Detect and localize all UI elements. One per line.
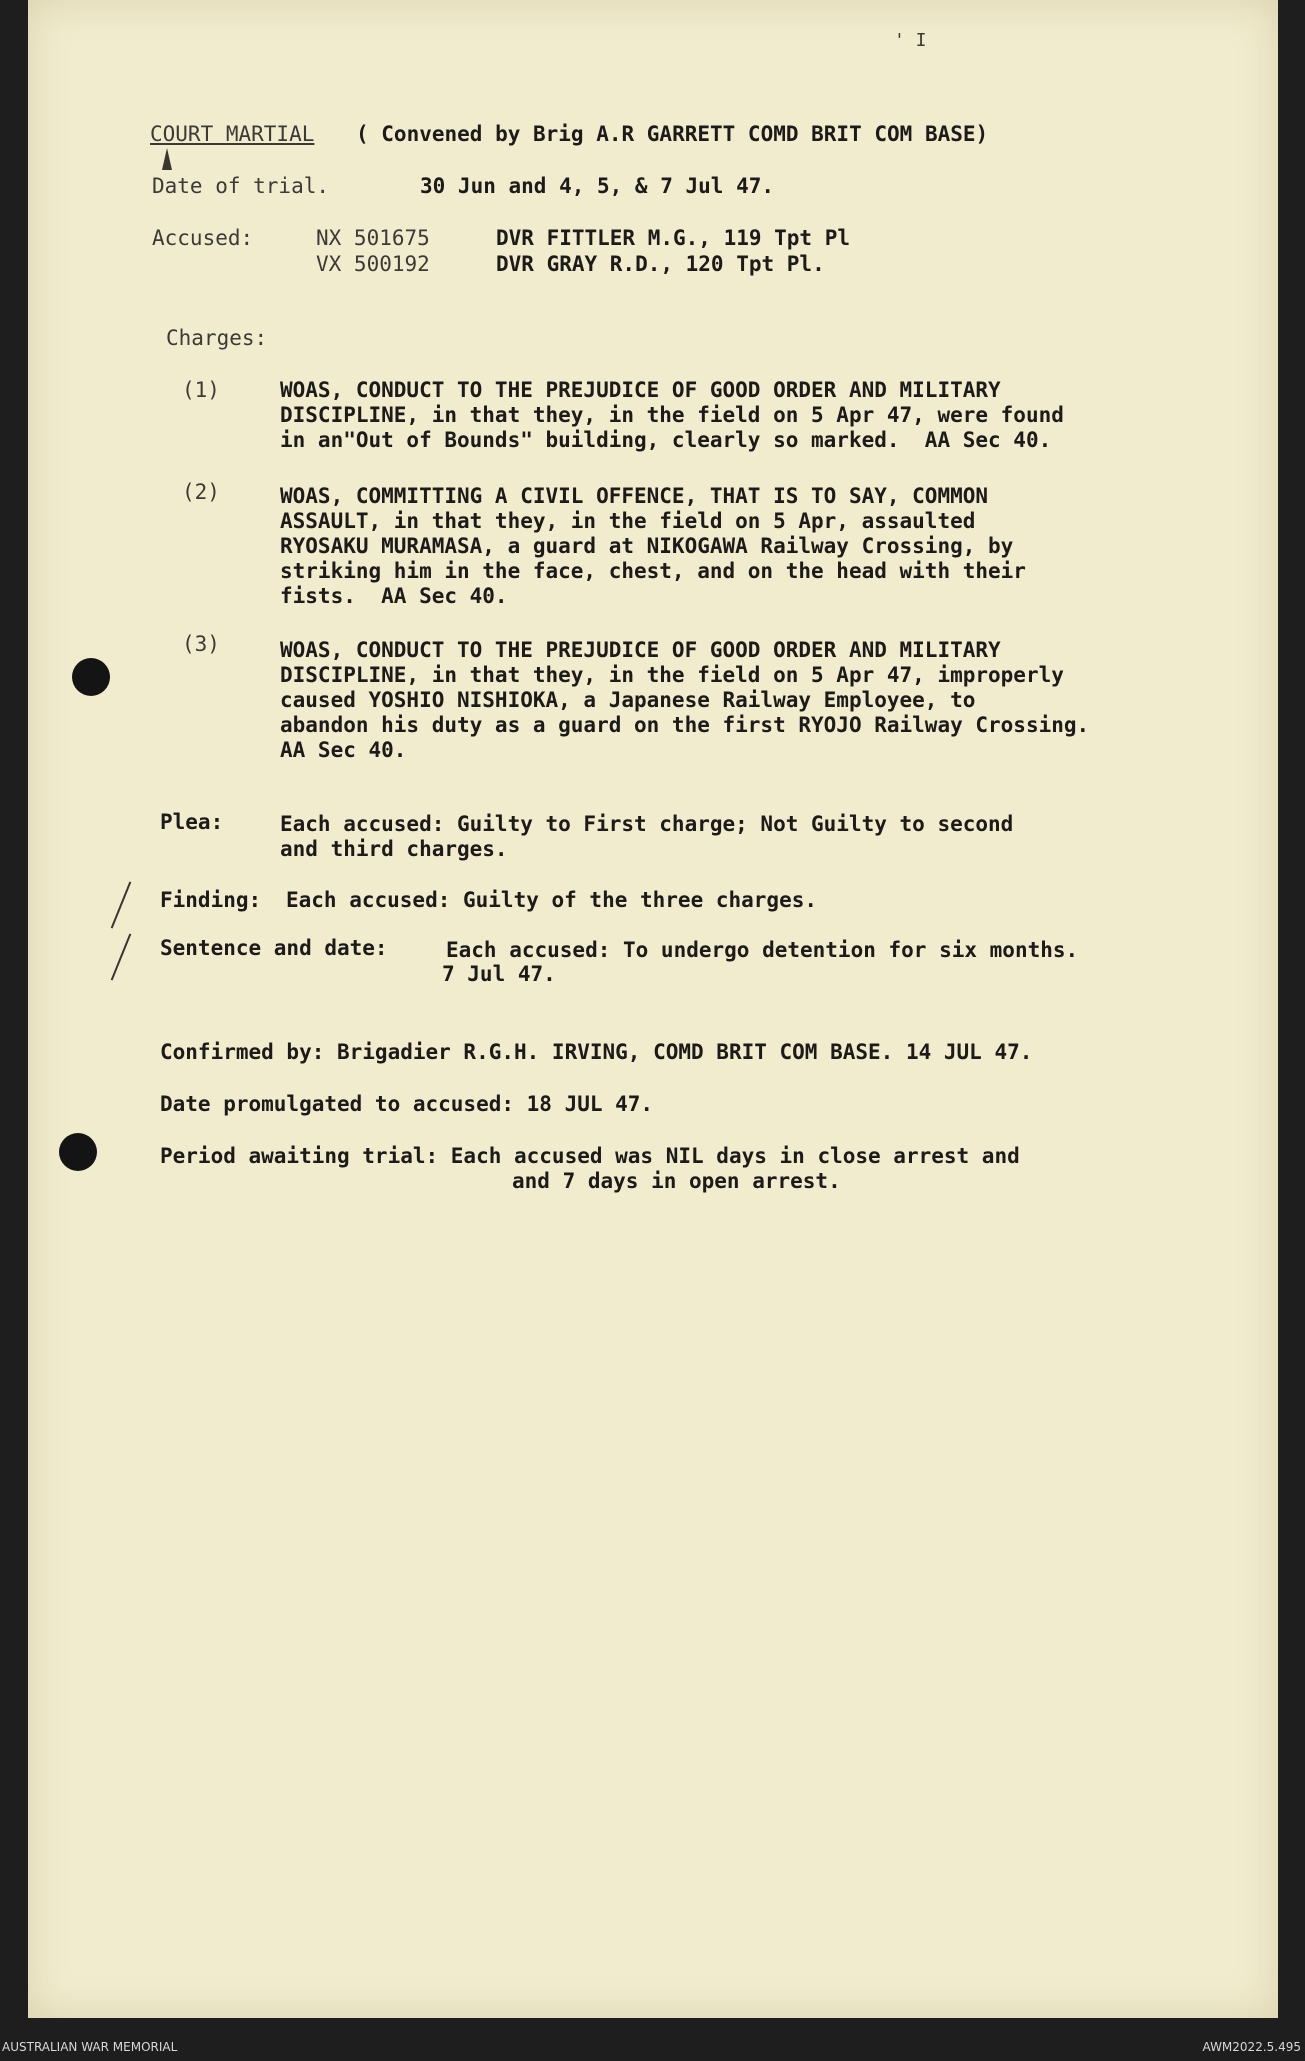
ink-mark bbox=[162, 148, 172, 170]
charges-label: Charges: bbox=[166, 326, 268, 350]
punch-hole bbox=[59, 1133, 97, 1171]
charge-line: RYOSAKU MURAMASA, a guard at NIKOGAWA Railway Crossing, by bbox=[280, 534, 1014, 558]
period-awaiting-trial: Period awaiting trial: Each accused was NIL days in close arrest and bbox=[160, 1144, 1020, 1168]
sentence-label: Sentence and date: bbox=[160, 936, 388, 960]
finding-text: Each accused: Guilty of the three charges. bbox=[286, 888, 818, 912]
charge-line: striking him in the face, chest, and on the head with their bbox=[280, 559, 1026, 583]
plea-text: and third charges. bbox=[280, 837, 508, 861]
charge-number: (1) bbox=[182, 378, 220, 402]
charge-number: (2) bbox=[182, 480, 220, 504]
charge-line: DISCIPLINE, in that they, in the field on 5 Apr 47, were found bbox=[280, 403, 1064, 427]
date-promulgated: Date promulgated to accused: 18 JUL 47. bbox=[160, 1092, 654, 1116]
accused-number: VX 500192 bbox=[316, 252, 430, 276]
charge-line: WOAS, CONDUCT TO THE PREJUDICE OF GOOD ORDER AND MILITARY bbox=[280, 378, 1001, 402]
punch-hole bbox=[72, 658, 110, 696]
finding-label: Finding: bbox=[160, 888, 262, 912]
pencil-tick bbox=[111, 881, 132, 928]
convened-by: ( Convened by Brig A.R GARRETT COMD BRIT COM BASE) bbox=[356, 122, 989, 146]
accused-label: Accused: bbox=[152, 226, 254, 250]
confirmed-by: Confirmed by: Brigadier R.G.H. IRVING, COMD BRIT COM BASE. 14 JUL 47. bbox=[160, 1040, 1033, 1064]
page-mark: ' I bbox=[894, 30, 927, 51]
charge-number: (3) bbox=[182, 632, 220, 656]
accused-name: DVR FITTLER M.G., 119 Tpt Pl bbox=[496, 226, 851, 250]
charge-line: WOAS, CONDUCT TO THE PREJUDICE OF GOOD ORDER AND MILITARY bbox=[280, 638, 1001, 662]
footer-source: AUSTRALIAN WAR MEMORIAL bbox=[2, 2040, 178, 2054]
date-of-trial-value: 30 Jun and 4, 5, & 7 Jul 47. bbox=[420, 174, 775, 198]
plea-label: Plea: bbox=[160, 810, 224, 834]
charge-line: ASSAULT, in that they, in the field on 5 Apr, assaulted bbox=[280, 509, 976, 533]
accused-number: NX 501675 bbox=[316, 226, 430, 250]
date-of-trial-label: Date of trial. bbox=[152, 174, 330, 198]
charge-line: in an"Out of Bounds" building, clearly so marked. AA Sec 40. bbox=[280, 428, 1052, 452]
pencil-tick bbox=[111, 933, 132, 980]
period-awaiting-trial: and 7 days in open arrest. bbox=[512, 1169, 841, 1193]
footer-reference: AWM2022.5.495 bbox=[1202, 2040, 1301, 2054]
charge-line: caused YOSHIO NISHIOKA, a Japanese Railway Employee, to bbox=[280, 688, 976, 712]
sentence-text: Each accused: To undergo detention for six months. bbox=[446, 938, 1079, 962]
sentence-date: 7 Jul 47. bbox=[442, 962, 556, 986]
charge-line: abandon his duty as a guard on the first RYOJO Railway Crossing. bbox=[280, 713, 1090, 737]
document-page bbox=[28, 0, 1278, 2018]
charge-line: AA Sec 40. bbox=[280, 738, 407, 762]
plea-text: Each accused: Guilty to First charge; Not Guilty to second bbox=[280, 812, 1014, 836]
document-title: COURT MARTIAL bbox=[150, 122, 315, 146]
charge-line: fists. AA Sec 40. bbox=[280, 584, 508, 608]
charge-line: WOAS, COMMITTING A CIVIL OFFENCE, THAT IS TO SAY, COMMON bbox=[280, 484, 989, 508]
charge-line: DISCIPLINE, in that they, in the field on 5 Apr 47, improperly bbox=[280, 663, 1064, 687]
accused-name: DVR GRAY R.D., 120 Tpt Pl. bbox=[496, 252, 825, 276]
